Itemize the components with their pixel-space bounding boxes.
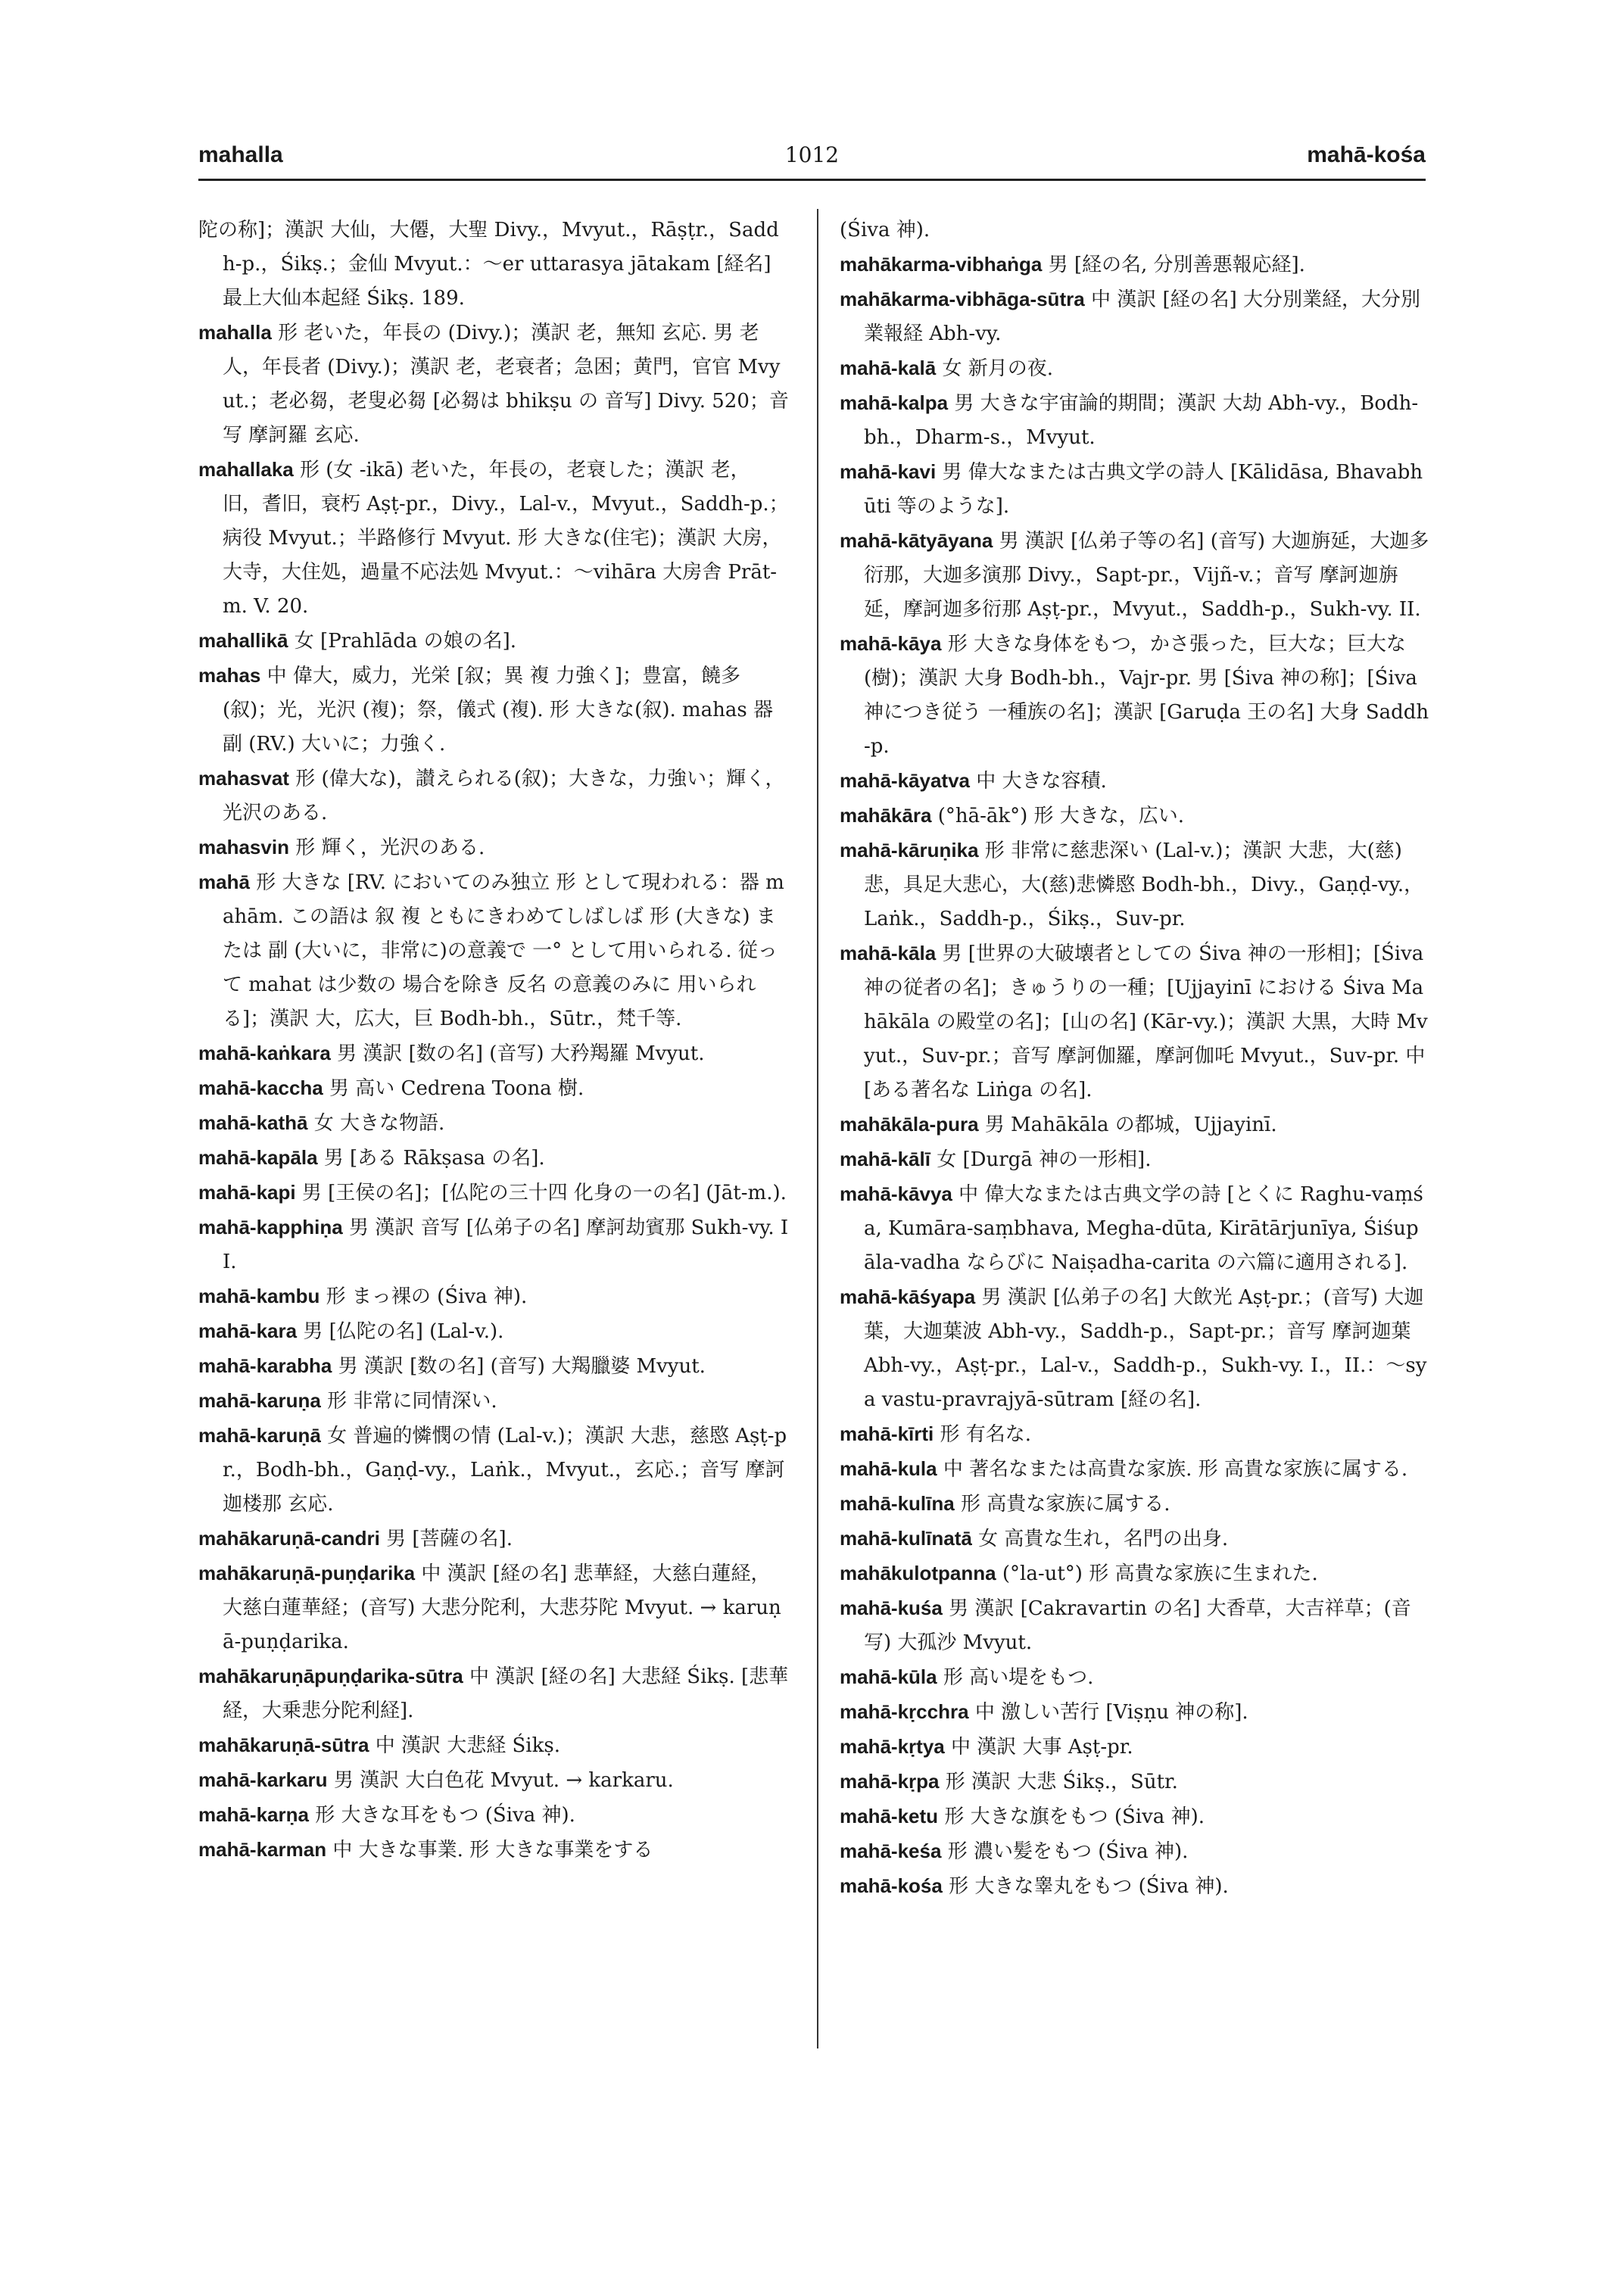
column-divider	[817, 209, 818, 2048]
entry-headword: mahā-keśa	[840, 1840, 942, 1862]
entry-definition: 男 大きな宇宙論的期間；漢訳 大劫 Abh-vy.，Bodh-bh.，Dharm-s.，Mvyut.	[864, 392, 1419, 449]
dictionary-entry	[840, 799, 1430, 833]
entry-definition: (°hā-āk°) 形 大きな，広い.	[937, 805, 1185, 827]
entry-definition: 形 濃い髪をもつ (Śiva 神).	[947, 1840, 1189, 1863]
entry-definition: 中 偉大なまたは古典文学の詩 [とくに Raghu-vaṃśa, Kumāra-saṃbhava, Megha-dūta, Kirātārjunīya, Śiśupāla-vadha ならびに Naiṣadha-carita の六篇に適用される].	[864, 1183, 1423, 1274]
page-number: 1012	[784, 142, 840, 167]
entry-definition: 男 漢訳 [仏弟子等の名] (音写) 大迦旃延，大迦多衍那，大迦多演那 Divy.，Sapt-pr.，Vijñ-v.；音写 摩訶迦旃延，摩訶迦多衍那 Aṣṭ-pr.，Mvyut.，Saddh-p.，Sukh-vy. II.	[864, 530, 1429, 621]
entry-headword: mahā-kūla	[840, 1665, 937, 1688]
entry-headword: mahākarma-vibhāga-sūtra	[840, 288, 1085, 310]
dictionary-entry	[840, 764, 1430, 799]
entry-headword: mahā-kaṅkara	[198, 1042, 331, 1064]
entry-definition: (Śiva 神).	[840, 219, 930, 241]
dictionary-entry	[198, 1106, 789, 1141]
dictionary-entry	[198, 1314, 789, 1349]
header-rule	[198, 179, 1426, 181]
dictionary-entry	[198, 1763, 789, 1798]
entry-definition: 男 漢訳 大白色花 Mvyut. → karkaru.	[333, 1769, 674, 1792]
dictionary-entry	[840, 524, 1430, 627]
entry-headword: mahā-kulīna	[840, 1492, 955, 1515]
entry-headword: mahā-karkaru	[198, 1768, 328, 1791]
dictionary-entry	[840, 1799, 1430, 1834]
entry-definition: 男 [経の名, 分別善悪報応経].	[1048, 254, 1305, 276]
entry-definition: 形 高い堤をもつ.	[943, 1666, 1094, 1689]
dictionary-entry	[840, 1280, 1430, 1417]
entry-headword: mahākaruṇāpuṇḍarika-sūtra	[198, 1665, 463, 1687]
entry-headword: mahā-ketu	[840, 1805, 939, 1827]
entry-headword: mahasvin	[198, 836, 289, 858]
entry-definition: 女 [Durgā 神の一形相].	[937, 1148, 1152, 1171]
entry-definition: 男 [王侯の名]；[仏陀の三十四 化身の一の名] (Jāt-m.).	[301, 1182, 787, 1204]
entry-headword: mahākaruṇā-sūtra	[198, 1734, 369, 1756]
entry-headword: mahā-kapi	[198, 1181, 296, 1204]
dictionary-entry	[198, 1556, 789, 1659]
entry-headword: mahā-kṛpa	[840, 1770, 940, 1793]
entry-definition: 形 まっ裸の (Śiva 神).	[326, 1285, 528, 1308]
entry-definition: 男 [菩薩の名].	[386, 1528, 513, 1550]
entry-definition: 形 有名な.	[940, 1423, 1032, 1446]
dictionary-entry	[198, 830, 789, 865]
entry-headword: mahā	[198, 871, 250, 893]
entry-definition: 中 偉大，威力，光栄 [叙；異 複 力強く]；豊富，饒多 (叙)；光，光沢 (複)；祭，儀式 (複). 形 大きな(叙). mahas 器 副 (RV.) 大いに；力強く.	[223, 665, 774, 756]
dictionary-entry	[840, 455, 1430, 524]
dictionary-entry	[198, 1833, 789, 1868]
entry-definition: 男 [世界の大破壊者としての Śiva 神の一形相]；[Śiva 神の従者の名]；きゅうりの一種；[Ujjayinī における Śiva Mahākāla の殿堂の名]；[山の名] (Kār-vy.)；漢訳 大黒，大時 Mvyut.，Suv-pr.；音写 摩訶伽羅，摩訶伽吒 Mvyut.，Suv-pr. 中 [ある著名な Liṅga の名].	[864, 942, 1428, 1101]
dictionary-entry	[198, 1071, 789, 1106]
dictionary-entry	[840, 1177, 1430, 1280]
entry-definition: 形 (女 -ikā) 老いた，年長の，老衰した；漢訳 老，旧，耆旧，衰朽 Aṣṭ-pr.，Divy.，Lal-v.，Mvyut.，Saddh-p.；病役 Mvyut.；半路修行 Mvyut. 形 大きな(住宅)；漢訳 大房，大寺，大住処，過量不応法処 Mvyut.：～vihāra 大房舎 Prāt-m. V. 20.	[223, 459, 789, 618]
entry-definition: 女 高貴な生れ，名門の出身.	[978, 1528, 1229, 1550]
entry-definition: 形 輝く，光沢のある.	[295, 837, 485, 859]
dictionary-entry	[840, 1556, 1430, 1591]
dictionary-entry	[198, 1036, 789, 1071]
entry-headword: mahā-kīrti	[840, 1422, 934, 1445]
dictionary-entry	[198, 865, 789, 1036]
dictionary-entry	[840, 1108, 1430, 1142]
dictionary-entry	[198, 1728, 789, 1763]
entry-headword: mahā-kāla	[840, 942, 937, 964]
entry-definition: 女 普遍的憐憫の情 (Lal-v.)；漢訳 大悲，慈愍 Aṣṭ-pr.，Bodh-bh.，Gaṇḍ-vy.，Laṅk.，Mvyut.，玄応.；音写 摩訶迦楼那 玄応.	[223, 1425, 787, 1516]
entry-definition: (°la-ut°) 形 高貴な家族に生まれた.	[1002, 1562, 1318, 1585]
entry-headword: mahā-kāyatva	[840, 769, 970, 792]
entry-headword: mahā-kalpa	[840, 391, 949, 414]
entry-definition: 陀の称]；漢訳 大仙，大僊，大聖 Divy.，Mvyut.，Rāṣṭr.，Saddh-p.，Śikṣ.；金仙 Mvyut.：～er uttarasya jātakam [経名] 最上大仙本起経 Śikṣ. 189.	[198, 219, 779, 310]
entry-headword: mahā-kalā	[840, 357, 937, 379]
dictionary-entry	[198, 1419, 789, 1522]
entry-headword: mahā-kāśyapa	[840, 1285, 976, 1308]
entry-definition: 形 非常に慈悲深い (Lal-v.)；漢訳 大悲，大(慈)悲，具足大悲心，大(慈)悲憐愍 Bodh-bh.，Divy.，Gaṇḍ-vy.，Laṅk.，Saddh-p.，Śikṣ.，Suv-pr.	[864, 840, 1424, 930]
entry-headword: mahā-kātyāyana	[840, 529, 993, 552]
entry-headword: mahā-kośa	[840, 1874, 943, 1897]
dictionary-entry	[198, 762, 789, 830]
running-head-left: mahalla	[198, 142, 283, 167]
entry-headword: mahallikā	[198, 629, 288, 652]
entry-headword: mahā-kāruṇika	[840, 839, 979, 861]
entry-definition: 形 非常に同情深い.	[327, 1390, 497, 1413]
entry-headword: mahā-kuśa	[840, 1597, 943, 1619]
entry-headword: mahā-karuṇā	[198, 1424, 321, 1447]
dictionary-entry	[840, 833, 1430, 936]
left-column	[198, 213, 789, 1868]
dictionary-entry	[840, 1522, 1430, 1556]
entry-headword: mahā-kāya	[840, 632, 942, 655]
entry-definition: 形 大きな耳をもつ (Śiva 神).	[315, 1804, 575, 1827]
dictionary-entry	[198, 1522, 789, 1556]
dictionary-entry	[840, 282, 1430, 351]
entry-headword: mahā-karuṇa	[198, 1389, 321, 1412]
dictionary-entry	[840, 248, 1430, 282]
entry-definition: 中 漢訳 大事 Aṣṭ-pr.	[951, 1736, 1133, 1759]
dictionary-entry	[198, 1349, 789, 1384]
dictionary-entry	[198, 1798, 789, 1833]
entry-definition: 男 漢訳 [仏弟子の名] 大飲光 Aṣṭ-pr.；(音写) 大迦葉，大迦葉波 Abh-vy.，Saddh-p.，Sapt-pr.；音写 摩訶迦葉 Abh-vy.，Aṣṭ-pr.，Lal-v.，Saddh-p.，Sukh-vy. I.，II.：～sya vastu-pravrajyā-sūtram [経の名].	[864, 1286, 1427, 1411]
entry-headword: mahā-kara	[198, 1319, 298, 1342]
entry-headword: mahā-kaccha	[198, 1076, 323, 1099]
entry-headword: mahā-kapāla	[198, 1146, 318, 1169]
entry-headword: mahas	[198, 664, 261, 687]
dictionary-entry	[840, 1869, 1430, 1904]
dictionary-entry	[840, 1142, 1430, 1177]
dictionary-entry	[198, 1659, 789, 1728]
entry-definition: 男 [ある Rākṣasa の名].	[323, 1147, 545, 1170]
entry-definition: 形 老いた，年長の (Divy.)；漢訳 老，無知 玄応. 男 老人，年長者 (Divy.)；漢訳 老，老衰者；急困；黄門，官官 Mvyut.；老必芻，老叟必芻 [必芻は bhikṣu の 音写] Divy. 520；音写 摩訶羅 玄応.	[223, 322, 789, 447]
dictionary-entry	[840, 1834, 1430, 1869]
entry-definition: 中 漢訳 [経の名] 大悲経 Śikṣ. [悲華経，大乗悲分陀利経].	[223, 1665, 789, 1722]
entry-definition: 女 大きな物語.	[313, 1112, 445, 1135]
entry-definition: 形 (偉大な)，讃えられる(叙)；大きな，力強い；輝く，光沢のある.	[223, 768, 785, 824]
entry-definition: 中 著名なまたは高貴な家族. 形 高貴な家族に属する.	[943, 1458, 1408, 1481]
entry-definition: 中 激しい苦行 [Viṣṇu 神の称].	[974, 1701, 1248, 1724]
entry-definition: 形 大きな旗をもつ (Śiva 神).	[944, 1805, 1205, 1828]
entry-headword: mahā-kathā	[198, 1111, 308, 1134]
entry-headword: mahā-kambu	[198, 1285, 320, 1307]
dictionary-entry	[840, 1695, 1430, 1730]
entry-definition: 形 大きな睾丸をもつ (Śiva 神).	[949, 1875, 1229, 1898]
entry-headword: mahākāla-pura	[840, 1113, 979, 1136]
entry-headword: mahā-kavi	[840, 460, 937, 483]
entry-definition: 形 高貴な家族に属する.	[960, 1493, 1170, 1516]
entry-headword: mahākaruṇā-candri	[198, 1527, 380, 1550]
dictionary-entry	[198, 1210, 789, 1279]
entry-headword: mahākulotpanna	[840, 1562, 996, 1584]
entry-definition: 中 大きな事業. 形 大きな事業をする	[332, 1839, 653, 1862]
entry-headword: mahākāra	[840, 804, 932, 827]
entry-headword: mahallaka	[198, 458, 294, 481]
entry-headword: mahākarma-vibhaṅga	[840, 253, 1043, 276]
dictionary-entry	[840, 1417, 1430, 1452]
dictionary-entry	[840, 213, 1430, 248]
dictionary-entry	[840, 351, 1430, 386]
dictionary-entry	[198, 316, 789, 453]
entry-definition: 男 漢訳 音写 [仏弟子の名] 摩訶劫賓那 Sukh-vy. II.	[223, 1217, 789, 1273]
right-column	[840, 213, 1430, 1904]
entry-headword: mahākaruṇā-puṇḍarika	[198, 1562, 416, 1584]
entry-headword: mahā-kula	[840, 1457, 937, 1480]
entry-definition: 男 偉大なまたは古典文学の詩人 [Kālidāsa, Bhavabhūti 等のような].	[864, 461, 1423, 518]
dictionary-entry	[198, 1141, 789, 1176]
dictionary-entry	[840, 1765, 1430, 1799]
dictionary-entry	[840, 1452, 1430, 1487]
entry-headword: mahasvat	[198, 767, 289, 790]
entry-definition: 男 漢訳 [数の名] (音写) 大羯臘婆 Mvyut.	[338, 1355, 706, 1378]
entry-definition: 形 大きな [RV. においてのみ独立 形 として現われる：器 mahām. この語は 叙 複 ともにきわめてしばしば 形 (大きな) または 副 (大いに，非常に)の意義で 一° として用いられる. 従って mahat は少数の 場合を除き 反名 の意義のみに 用いられる]；漢訳 大，広大，巨 Bodh-bh.，Sūtr.，梵千等.	[223, 871, 784, 1030]
entry-definition: 中 漢訳 [経の名] 大分別業経，大分別業報経 Abh-vy.	[864, 288, 1421, 345]
entry-definition: 中 漢訳 大悲経 Śikṣ.	[375, 1734, 560, 1757]
dictionary-entry	[198, 1384, 789, 1419]
entry-definition: 中 漢訳 [経の名] 悲華経，大慈白蓮経，大慈白蓮華経；(音写) 大悲分陀利，大悲芬陀 Mvyut. → karuṇā-puṇḍarika.	[223, 1562, 781, 1653]
dictionary-entry	[198, 1176, 789, 1210]
dictionary-entry	[840, 1660, 1430, 1695]
entry-definition: 男 漢訳 [Cakravartin の名] 大香草，大吉祥草；(音写) 大孤沙 Mvyut.	[864, 1597, 1411, 1654]
entry-headword: mahā-kapphiṇa	[198, 1216, 343, 1238]
dictionary-entry	[198, 1279, 789, 1314]
dictionary-entry	[840, 386, 1430, 455]
dictionary-entry	[198, 213, 789, 316]
entry-definition: 形 大きな身体をもつ，かさ張った，巨大な；巨大な(樹)；漢訳 大身 Bodh-bh.，Vajr-pr. 男 [Śiva 神の称]；[Śiva 神につき従う 一種族の名]；漢訳 [Garuḍa 王の名] 大身 Saddh-p.	[864, 633, 1429, 758]
entry-headword: mahalla	[198, 321, 272, 344]
entry-headword: mahā-kṛcchra	[840, 1700, 969, 1723]
dictionary-entry	[840, 1730, 1430, 1765]
entry-headword: mahā-kulīnatā	[840, 1527, 972, 1550]
entry-definition: 男 Mahākāla の都城，Ujjayinī.	[984, 1114, 1277, 1136]
entry-headword: mahā-karabha	[198, 1354, 332, 1377]
dictionary-entry	[840, 1487, 1430, 1522]
running-head-right: mahā-kośa	[1307, 142, 1426, 167]
entry-headword: mahā-karman	[198, 1838, 327, 1861]
dictionary-entry	[198, 624, 789, 659]
entry-headword: mahā-kāvya	[840, 1182, 952, 1205]
dictionary-entry	[840, 1591, 1430, 1660]
entry-definition: 男 漢訳 [数の名] (音写) 大矜羯羅 Mvyut.	[337, 1042, 705, 1065]
entry-definition: 女 新月の夜.	[942, 357, 1053, 380]
dictionary-entry	[198, 659, 789, 762]
entry-definition: 形 漢訳 大悲 Śikṣ.，Sūtr.	[945, 1771, 1178, 1793]
dictionary-entry	[840, 627, 1430, 764]
entry-headword: mahā-kṛtya	[840, 1735, 945, 1758]
entry-headword: mahā-kālī	[840, 1148, 930, 1170]
entry-definition: 男 高い Cedrena Toona 樹.	[329, 1077, 584, 1100]
dictionary-entry	[198, 453, 789, 624]
entry-definition: 男 [仏陀の名] (Lal-v.).	[303, 1320, 504, 1343]
entry-headword: mahā-karṇa	[198, 1803, 309, 1826]
entry-definition: 中 大きな容積.	[976, 770, 1107, 793]
entry-definition: 女 [Prahlāda の娘の名].	[294, 630, 516, 653]
dictionary-entry	[840, 936, 1430, 1108]
